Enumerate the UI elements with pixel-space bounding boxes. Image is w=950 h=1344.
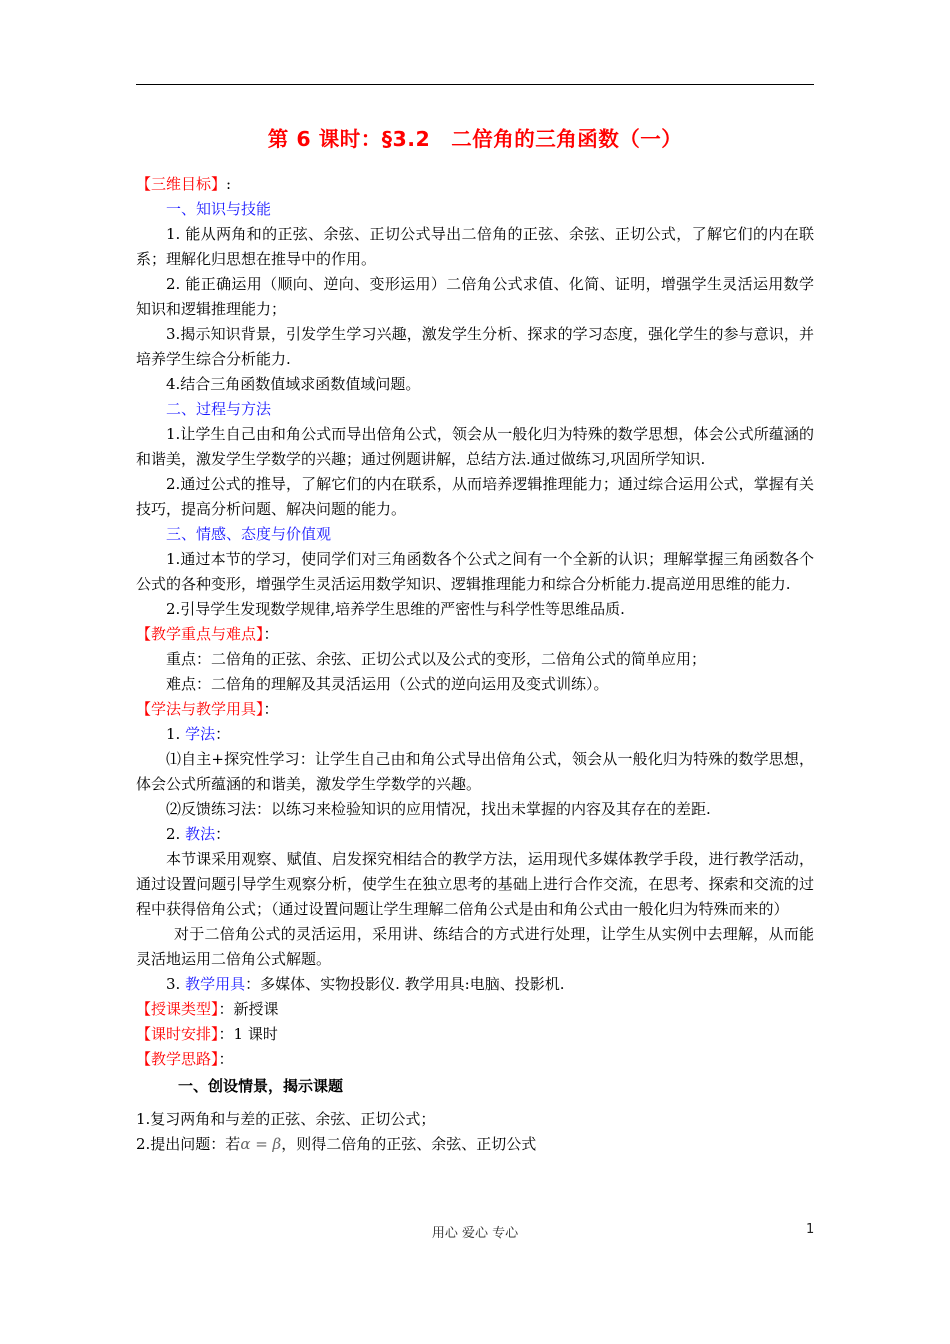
- teaching-method-heading: [136, 822, 814, 847]
- goals-heading: [136, 172, 814, 197]
- lesson-type-value: ：新授课: [218, 1000, 279, 1018]
- teaching-tools-label: 教学用具: [185, 975, 246, 993]
- schedule-value: ：1 课时: [218, 1025, 278, 1043]
- thinking-heading-label: 【教学思路】: [136, 1050, 219, 1068]
- page-title: 第 6 课时：§3.2 二倍角的三角函数（一）: [267, 127, 683, 151]
- teaching-method-label: 教法: [185, 825, 216, 843]
- question-line: [136, 1132, 814, 1157]
- schedule: [136, 1022, 814, 1047]
- knowledge-item-4: 4.结合三角函数值域求函数值域问题。: [166, 375, 421, 393]
- teaching-tools-number: 3.: [166, 975, 186, 993]
- document-body: [136, 172, 814, 1157]
- question-prefix: 2.提出问题：若: [136, 1135, 241, 1153]
- emotion-item-1: 1.通过本节的学习，使同学们对三角函数各个公式之间有一个全新的认识；理解掌握三角函数各个公式的各种变形，增强学生灵活运用数学知识、逻辑推理能力和综合分析能力.提高逆用思维的能力.: [136, 550, 814, 593]
- study-method-item-1: ⑴自主+探究性学习：让学生自己由和角公式导出倍角公式，领会从一般化归为特殊的数学思想，体会公式所蕴涵的和谐美，激发学生学数学的兴趣。: [136, 750, 814, 793]
- thinking-heading: [136, 1047, 814, 1072]
- page-number: 1: [806, 1222, 815, 1237]
- section-process-method: 二、过程与方法: [166, 400, 272, 418]
- study-method-colon: ：: [215, 725, 231, 743]
- teaching-method-para-1: 本节课采用观察、赋值、启发探究相结合的教学方法，运用现代多媒体教学手段，进行教学活动，通过设置问题引导学生观察分析，使学生在独立思考的基础上进行合作交流，在思考、探索和交流的过程中获得倍角公式；（通过设置问题让学生理解二倍角公式是由和角公式由一般化归为特殊而来的）: [136, 850, 814, 918]
- header-rule: [136, 84, 814, 85]
- thinking-heading-colon: ：: [218, 1050, 234, 1068]
- study-method-number: 1.: [166, 725, 186, 743]
- keypoints-heading: [136, 622, 814, 647]
- keypoints-heading-colon: ：: [263, 625, 279, 643]
- knowledge-item-1: 1. 能从两角和的正弦、余弦、正切公式导出二倍角的正弦、余弦、正切公式，了解它们的内在联系；理解化归思想在推导中的作用。: [136, 225, 814, 268]
- knowledge-item-3: 3.揭示知识背景，引发学生学习兴趣，激发学生分析、探求的学习态度，强化学生的参与意识，并培养学生综合分析能力.: [136, 325, 814, 368]
- section-knowledge-skills: 一、知识与技能: [166, 200, 272, 218]
- process-item-2: 2.通过公式的推导，了解它们的内在联系，从而培养逻辑推理能力；通过综合运用公式，掌握有关技巧，提高分析问题、解决问题的能力。: [136, 475, 814, 518]
- teaching-tools: [136, 972, 814, 997]
- methods-heading-label: 【学法与教学用具】: [136, 700, 264, 718]
- teaching-method-number: 2.: [166, 825, 186, 843]
- process-item-1: 1.让学生自己由和角公式而导出倍角公式，领会从一般化归为特殊的数学思想，体会公式所蕴涵的和谐美，激发学生学数学的兴趣；通过例题讲解，总结方法.通过做练习,巩固所学知识.: [136, 425, 814, 468]
- review-line: 1.复习两角和与差的正弦、余弦、正切公式；: [136, 1110, 436, 1128]
- study-method-item-2: ⑵反馈练习法：以练习来检验知识的应用情况，找出未掌握的内容及其存在的差距.: [166, 800, 711, 818]
- study-method-label: 学法: [185, 725, 216, 743]
- methods-heading: [136, 697, 814, 722]
- difficult-point: 难点：二倍角的理解及其灵活运用（公式的逆向运用及变式训练）。: [166, 675, 609, 693]
- question-suffix: ，则得二倍角的正弦、余弦、正切公式: [281, 1135, 537, 1153]
- methods-heading-colon: ：: [263, 700, 279, 718]
- emotion-item-2: 2.引导学生发现数学规律,培养学生思维的严密性与科学性等思维品质.: [166, 600, 625, 618]
- key-point: 重点：二倍角的正弦、余弦、正切公式以及公式的变形，二倍角公式的简单应用；: [166, 650, 707, 668]
- subsection-scenario: 一、创设情景，揭示课题: [178, 1077, 344, 1095]
- keypoints-heading-label: 【教学重点与难点】: [136, 625, 264, 643]
- teaching-method-colon: ：: [215, 825, 231, 843]
- goals-heading-label: 【三维目标】: [136, 175, 227, 193]
- formula-alpha-equals-beta: α = β: [240, 1135, 282, 1153]
- knowledge-item-2: 2. 能正确运用（顺向、逆向、变形运用）二倍角公式求值、化简、证明，增强学生灵活运用数学知识和逻辑推理能力；: [136, 275, 814, 318]
- teaching-method-para-2: 对于二倍角公式的灵活运用，采用讲、练结合的方式进行处理，让学生从实例中去理解，从而能灵活地运用二倍角公式解题。: [136, 925, 814, 968]
- footer-motto: 用心 爱心 专心: [431, 1226, 519, 1241]
- teaching-tools-text: ：多媒体、实物投影仪. 教学用具:电脑、投影机.: [245, 975, 565, 993]
- lesson-type: [136, 997, 814, 1022]
- schedule-label: 【课时安排】: [136, 1025, 219, 1043]
- study-method-heading: [136, 722, 814, 747]
- section-emotion-values: 三、情感、态度与价值观: [166, 525, 332, 543]
- lesson-type-label: 【授课类型】: [136, 1000, 219, 1018]
- goals-heading-colon: :: [226, 175, 232, 193]
